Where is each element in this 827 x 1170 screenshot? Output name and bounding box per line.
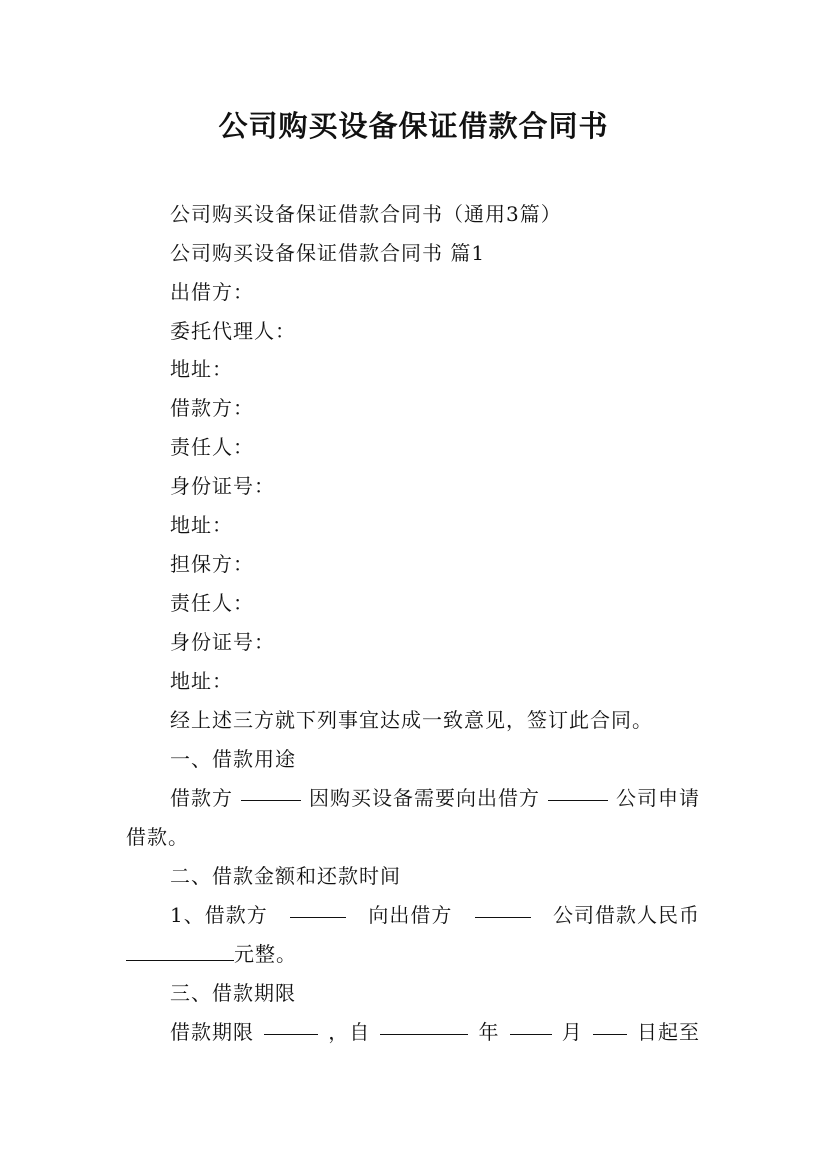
clause1-heading: 一、借款用途 — [170, 747, 296, 771]
blank-line — [290, 899, 346, 918]
borrower-address-field: 地址： — [170, 513, 233, 537]
section-heading: 公司购买设备保证借款合同书 篇1 — [170, 241, 486, 265]
clause2-item1-text-b: 向出借方 — [368, 903, 453, 927]
blank-line — [380, 1016, 468, 1035]
clause3-text-a: 借款期限 — [170, 1020, 254, 1044]
clause1-text-b: 因购买设备需要向出借方 — [309, 786, 540, 810]
clause2-item1-text-c: 公司借款人民币 — [552, 903, 700, 927]
blank-line — [475, 899, 531, 918]
blank-line — [126, 942, 234, 961]
blank-line — [593, 1016, 627, 1035]
clause3-text-b: ，自 — [328, 1020, 371, 1044]
guarantor-id-field: 身份证号： — [170, 630, 275, 654]
clause2-item1-cont — [126, 938, 297, 967]
blank-line — [510, 1016, 552, 1035]
clause2-heading: 二、借款金额和还款时间 — [170, 864, 401, 888]
borrower-id-field: 身份证号： — [170, 474, 275, 498]
clause2-item1 — [170, 899, 700, 928]
blank-line — [264, 1016, 318, 1035]
lender-field: 出借方： — [170, 280, 254, 304]
borrower-responsible-field: 责任人： — [170, 435, 254, 459]
guarantor-field: 担保方： — [170, 552, 254, 576]
agreement-statement: 经上述三方就下列事宜达成一致意见，签订此合同。 — [170, 708, 653, 732]
clause1-text-c: 公司申请 — [616, 786, 700, 810]
document-title: 公司购买设备保证借款合同书 — [218, 109, 609, 143]
clause3-text-d: 月 — [561, 1020, 583, 1044]
clause3-text-e: 日起至 — [637, 1020, 700, 1044]
blank-line — [548, 782, 608, 801]
lender-address-field: 地址： — [170, 357, 233, 381]
clause1-paragraph — [170, 782, 700, 811]
clause3-paragraph — [170, 1016, 700, 1045]
guarantor-responsible-field: 责任人： — [170, 591, 254, 615]
blank-line — [241, 782, 301, 801]
borrower-field: 借款方： — [170, 396, 254, 420]
agent-field: 委托代理人： — [170, 319, 296, 343]
document-subtitle: 公司购买设备保证借款合同书（通用3篇） — [170, 202, 562, 226]
clause2-item1-text-d: 元整。 — [234, 942, 297, 966]
clause2-item1-text-a: 1、借款方 — [170, 903, 268, 927]
guarantor-address-field: 地址： — [170, 669, 233, 693]
clause1-text-a: 借款方 — [170, 786, 233, 810]
clause3-heading: 三、借款期限 — [170, 981, 296, 1005]
clause1-text-d: 借款。 — [126, 825, 189, 849]
clause3-text-c: 年 — [478, 1020, 500, 1044]
